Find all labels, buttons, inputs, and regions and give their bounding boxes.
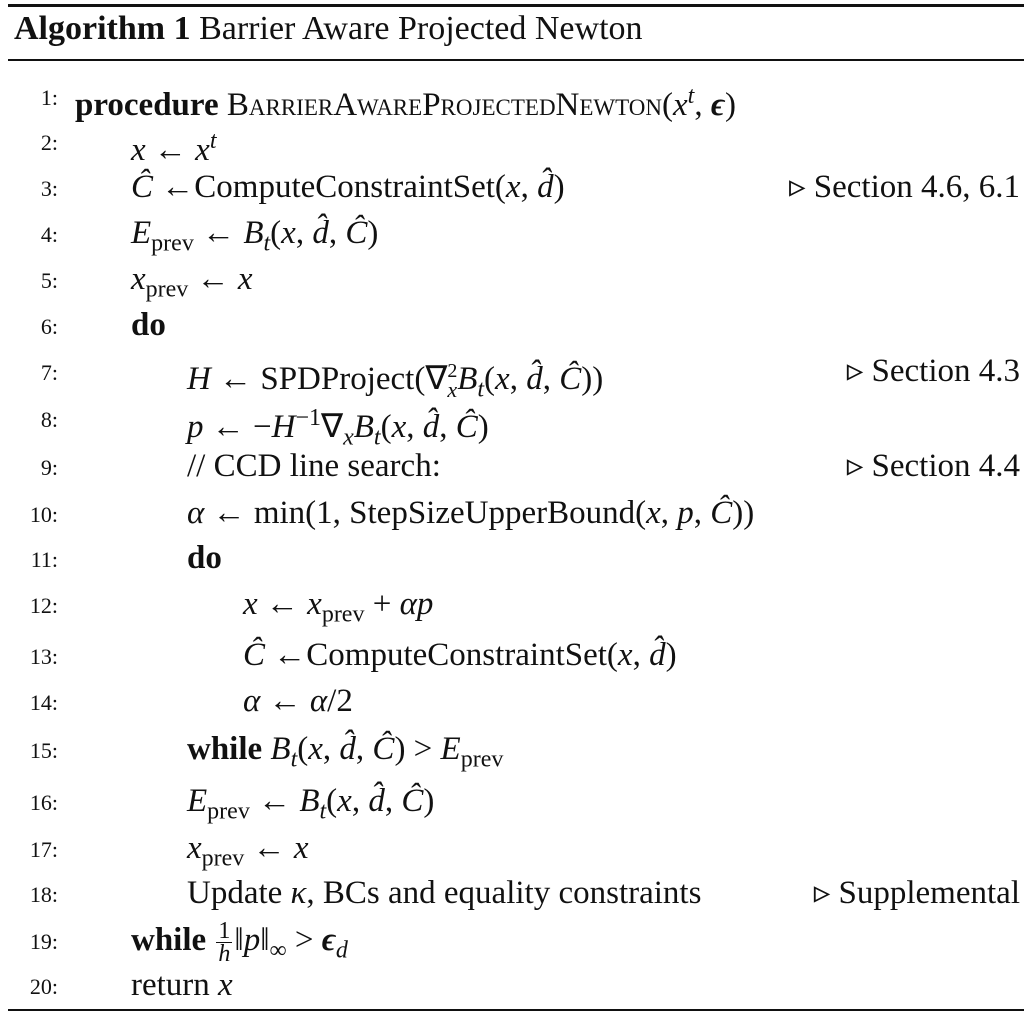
algo-line-15 bbox=[0, 726, 1032, 772]
line-number: 10: bbox=[29, 502, 58, 527]
keyword-procedure: procedure bbox=[75, 87, 219, 123]
line-code: $x_{prev}$ ← x bbox=[131, 261, 253, 303]
algo-line-11 bbox=[0, 535, 1032, 581]
line-code: Update κ, BCs and equality constraints bbox=[187, 875, 702, 911]
keyword-do: do bbox=[131, 307, 166, 343]
line-number: 17: bbox=[29, 837, 58, 862]
line-number: 12: bbox=[29, 593, 58, 618]
line-code: $x_{prev}$ ← x bbox=[187, 830, 309, 872]
line-code: $E_{prev}$ ← $B_t(x$, d̂, Ĉ) bbox=[131, 215, 379, 257]
line-number: 9: bbox=[40, 455, 58, 480]
keyword-while: while bbox=[187, 731, 263, 767]
line-number: 7: bbox=[40, 360, 58, 385]
line-number: 16: bbox=[29, 790, 58, 815]
caption-title: Barrier Aware Projected Newton bbox=[199, 10, 643, 47]
line-number: 2: bbox=[40, 130, 58, 155]
procedure-name: BarrierAwareProjectedNewton bbox=[226, 87, 662, 123]
algo-line-6 bbox=[0, 302, 1032, 348]
algo-line-14 bbox=[0, 678, 1032, 724]
keyword-while: while bbox=[131, 922, 207, 958]
algo-line-17 bbox=[0, 825, 1032, 871]
line-code: Ĉ ←ComputeConstraintSet(x, d̂) bbox=[131, 169, 565, 205]
line-number: 6: bbox=[40, 314, 58, 339]
algo-line-20 bbox=[0, 962, 1032, 1008]
fraction-one-over-h: $\frac{1}{h}$ bbox=[218, 917, 231, 967]
line-comment: ▹ Supplemental bbox=[813, 875, 1020, 911]
algo-line-1 bbox=[0, 73, 1032, 123]
line-comment: ▹ Section 4.6, 6.1 bbox=[788, 169, 1020, 205]
line-code: while $\frac{1}{h}$ $‖p‖_\infty > \epsilon_d$ bbox=[131, 917, 348, 967]
line-code: α ← α/2 bbox=[243, 683, 353, 719]
line-number: 20: bbox=[29, 974, 58, 999]
algo-line-12 bbox=[0, 581, 1032, 627]
top-rule bbox=[8, 4, 1024, 7]
line-code: H ← $SPDProject(\nabla^2_xB_t(x$, d̂, Ĉ)) bbox=[187, 360, 604, 403]
line-number: 18: bbox=[29, 882, 58, 907]
line-number: 5: bbox=[40, 268, 58, 293]
line-code: procedure $BarrierAwareProjectedNewton(x^t$, ϵ) bbox=[75, 83, 737, 123]
line-code: α ← min(1, StepSizeUpperBound(x, p, Ĉ)) bbox=[187, 495, 755, 531]
keyword-do: do bbox=[187, 540, 222, 576]
line-code: x ← $x^t$ bbox=[131, 128, 217, 168]
line-number: 11: bbox=[30, 547, 58, 572]
line-comment: ▹ Section 4.4 bbox=[846, 448, 1020, 484]
algo-line-9 bbox=[0, 443, 1032, 489]
algo-line-2 bbox=[0, 118, 1032, 168]
line-number: 1: bbox=[40, 85, 58, 110]
line-number: 13: bbox=[29, 644, 58, 669]
line-code: x ← $x_{prev} + \alpha p$ bbox=[243, 586, 434, 628]
algo-line-13 bbox=[0, 632, 1032, 678]
algo-line-8 bbox=[0, 395, 1032, 451]
line-comment-text: // CCD line search: bbox=[187, 448, 441, 484]
algorithm-caption bbox=[14, 10, 643, 48]
line-number: 15: bbox=[29, 738, 58, 763]
line-number: 3: bbox=[40, 176, 58, 201]
algo-line-7 bbox=[0, 348, 1032, 403]
line-code: p ← $-H^{-1}\nabla_xB_t(x$, d̂, Ĉ) bbox=[187, 405, 489, 451]
algo-line-19 bbox=[0, 917, 1032, 967]
line-code: while $B_t(x$, d̂, Ĉ) > $E_{prev}$ bbox=[187, 731, 504, 773]
line-comment: ▹ Section 4.3 bbox=[846, 353, 1020, 389]
header-rule bbox=[8, 59, 1024, 61]
bottom-rule bbox=[8, 1009, 1024, 1011]
algo-line-3 bbox=[0, 164, 1032, 210]
algo-line-18 bbox=[0, 870, 1032, 916]
caption-label: Algorithm 1 bbox=[14, 10, 191, 47]
line-number: 8: bbox=[40, 407, 58, 432]
algo-line-16 bbox=[0, 778, 1032, 824]
line-code: Ĉ ←ComputeConstraintSet(x, d̂) bbox=[243, 637, 677, 673]
algo-line-10 bbox=[0, 490, 1032, 536]
line-number: 14: bbox=[29, 690, 58, 715]
line-code: return x bbox=[131, 967, 233, 1003]
line-number: 4: bbox=[40, 222, 58, 247]
line-number: 19: bbox=[29, 929, 58, 954]
algo-line-4 bbox=[0, 210, 1032, 256]
algo-line-5 bbox=[0, 256, 1032, 302]
line-code: $E_{prev}$ ← $B_t(x$, d̂, Ĉ) bbox=[187, 783, 435, 825]
